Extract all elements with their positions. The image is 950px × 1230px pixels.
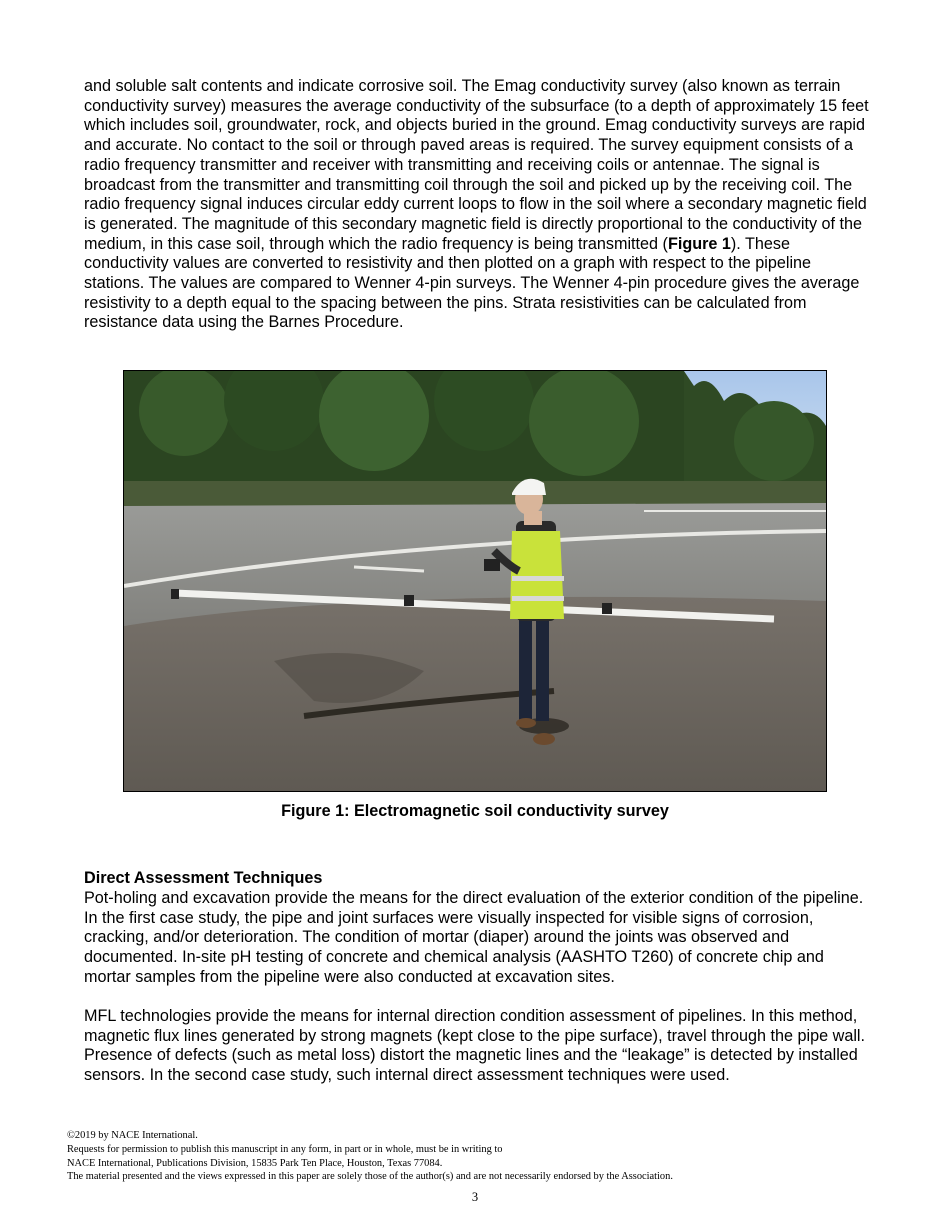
intro-text-before: and soluble salt contents and indicate corrosive soil. The Emag conductivity survey (also known as terrain conductivity survey) measures the average conductivity of the subsurface (to a depth of approximately 15 feet which includes soil, groundwater, rock, and objects buried in the ground. Emag conductivity surveys are rapid and accurate. No contact to the soil or through paved areas is required. The survey equipment consists of a radio frequency transmitter and receiver with transmitting and receiving coils or antennae. The signal is broadcast from the transmitter and transmitting coil through the soil and picked up by the receiving coil. The radio frequency signal induces circular eddy current loops to flow in the soil where a secondary magnetic field is generated. The magnitude of this secondary magnetic field is directly proportional to the conductivity of the medium, in this case soil, through which the radio frequency is being transmitted ( <box>84 77 869 253</box>
figure-photo <box>123 370 827 792</box>
footer-line: NACE International, Publications Division, 15835 Park Ten Place, Houston, Texas 77084. <box>67 1157 443 1169</box>
page-number: 3 <box>471 1190 479 1204</box>
figure-reference: Figure 1 <box>667 234 731 253</box>
footer-line: Requests for permission to publish this manuscript in any form, in part or in whole, must be in writing to <box>67 1143 503 1155</box>
footer-copyright: ©2019 by NACE International. <box>67 1130 198 1141</box>
section-heading: Direct Assessment Techniques <box>84 869 323 887</box>
section-paragraph-2: MFL technologies provide the means for internal direction condition assessment of pipelines. In this method, magnetic flux lines generated by strong magnets (kept close to the pipe surface), travel through the pipe wall. Presence of defects (such as metal loss) distort the magnetic lines and the “leakage” is detected by installed sensors. In the second case study, such internal direct assessment techniques were used. <box>84 1007 866 1085</box>
footer <box>67 1129 673 1184</box>
figure-caption: Figure 1: Electromagnetic soil conductivity survey <box>281 802 669 820</box>
footer-line: The material presented and the views expressed in this paper are solely those of the author(s) and are not necessarily endorsed by the Association. <box>67 1171 673 1183</box>
gravel-shoulder <box>124 597 826 791</box>
intro-paragraph <box>84 77 869 333</box>
section-paragraph-1: Pot-holing and excavation provide the means for the direct evaluation of the exterior condition of the pipeline. In the first case study, the pipe and joint surfaces were visually inspected for visible signs of corrosion, cracking, and/or deterioration. The condition of mortar (diaper) around the joints was observed and documented. In-site pH testing of concrete and chemical analysis (AASHTO T260) of concrete chip and mortar samples from the pipeline were also conducted at excavation sites. <box>84 889 864 986</box>
intro-text-after: ). These conductivity values are converted to resistivity and then plotted on a graph with respect to the pipeline stations. The values are compared to Wenner 4-pin surveys. The Wenner 4-pin procedure gives the average resistivity to a depth equal to the spacing between the pins. Strata resistivities can be calculated from resistance data using the Barnes Procedure. <box>84 234 860 332</box>
